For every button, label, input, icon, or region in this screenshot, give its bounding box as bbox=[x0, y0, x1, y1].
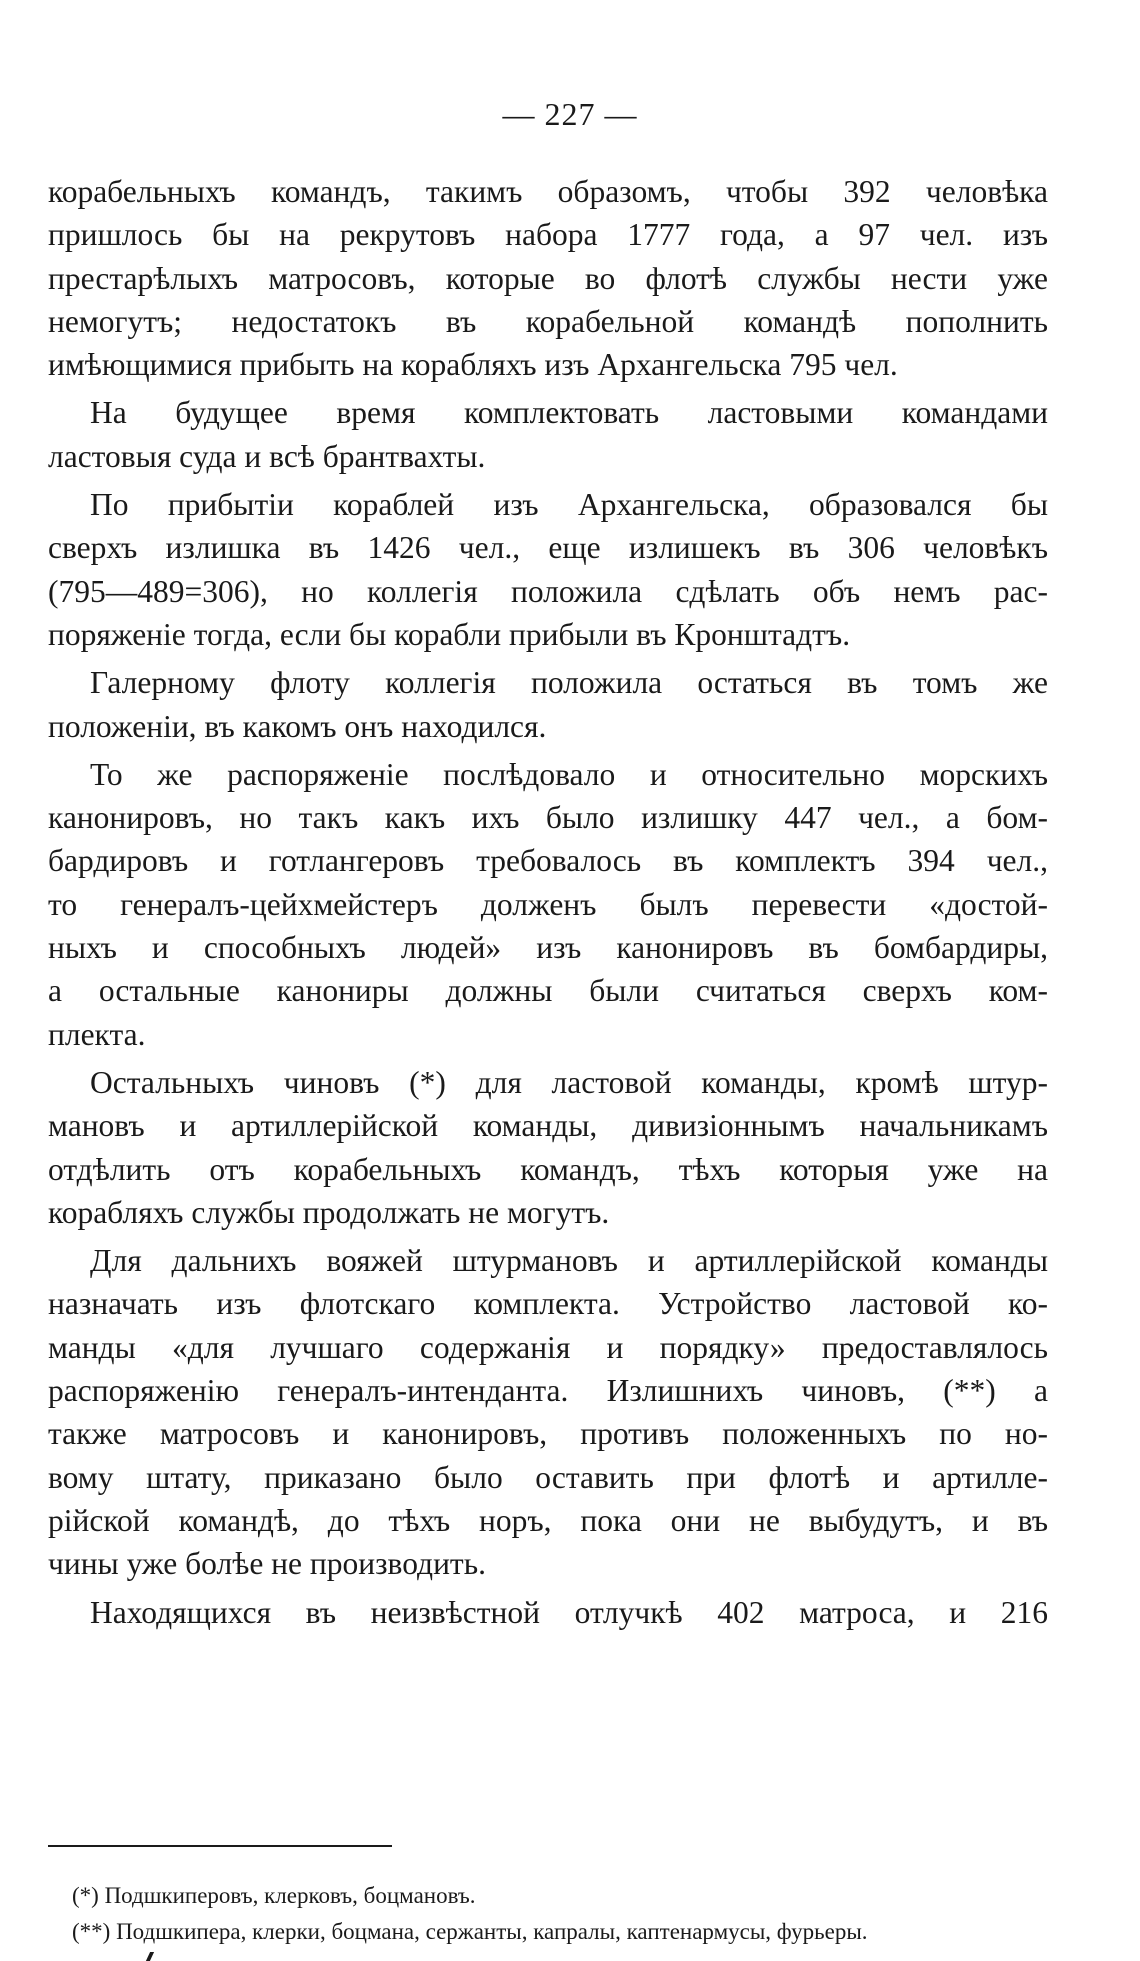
text-line: сверхъ излишка въ 1426 чел., еще излишекъ въ 306 человѣкъ bbox=[48, 530, 1048, 566]
text-line: Галерному флоту коллегія положила остаться въ томъ же bbox=[90, 665, 1048, 701]
ink-mark bbox=[146, 1952, 154, 1961]
text-line: корабляхъ службы продолжать не могутъ. bbox=[48, 1194, 610, 1230]
footnote-2: (**) Подшкипера, клерки, боцмана, сержанты, капралы, каптенармусы, фурьеры. bbox=[72, 1919, 868, 1944]
text-line: канонировъ, но такъ какъ ихъ было излишку 447 чел., а бом- bbox=[48, 800, 1048, 836]
text-line: рійской командѣ, до тѣхъ норъ, пока они не выбудутъ, и въ bbox=[48, 1502, 1048, 1538]
text-line: немогутъ; недостатокъ въ корабельной командѣ пополнить bbox=[48, 303, 1048, 339]
text-line: манды «для лучшаго содержанія и порядку» предоставлялось bbox=[48, 1329, 1048, 1365]
paragraph bbox=[48, 1061, 1048, 1234]
text-line: а остальные канониры должны были считаться сверхъ ком- bbox=[48, 973, 1048, 1009]
paragraph bbox=[48, 753, 1048, 1056]
text-line: поряженіе тогда, если бы корабли прибыли въ Кронштадтъ. bbox=[48, 616, 851, 652]
text-line: то генералъ-цейхмейстеръ долженъ былъ перевести «достой- bbox=[48, 886, 1048, 922]
text-line: распоряженію генералъ-интенданта. Излишнихъ чиновъ, (**) а bbox=[48, 1373, 1048, 1409]
text-line: Для дальнихъ вояжей штурмановъ и артиллерійской команды bbox=[90, 1243, 1048, 1279]
paragraph bbox=[48, 391, 1048, 478]
text-line: (795—489=306), но коллегія положила сдѣлать объ немъ рас- bbox=[48, 573, 1048, 609]
text-line: На будущее время комплектовать ластовыми командами bbox=[90, 395, 1048, 431]
footnote-divider bbox=[48, 1845, 392, 1847]
text-line: ныхъ и способныхъ людей» изъ канонировъ въ бомбардиры, bbox=[48, 930, 1048, 966]
text-line: пришлось бы на рекрутовъ набора 1777 года, а 97 чел. изъ bbox=[48, 217, 1048, 253]
text-line: назначать изъ флотскаго комплекта. Устройство ластовой ко- bbox=[48, 1286, 1048, 1322]
paragraph bbox=[48, 170, 1048, 386]
text-line: положеніи, въ какомъ онъ находился. bbox=[48, 708, 547, 744]
page-number: — 227 — bbox=[502, 96, 638, 132]
text-line: также матросовъ и канонировъ, противъ положенныхъ по но- bbox=[48, 1416, 1048, 1452]
text-line: мановъ и артиллерійской команды, дивизіоннымъ начальникамъ bbox=[48, 1108, 1048, 1144]
text-line: плекта. bbox=[48, 1016, 146, 1052]
paragraph bbox=[48, 1239, 1048, 1585]
text-line: отдѣлить отъ корабельныхъ командъ, тѣхъ которыя уже на bbox=[48, 1151, 1048, 1187]
footnote-1: (*) Подшкиперовъ, клерковъ, боцмановъ. bbox=[72, 1883, 476, 1908]
body-text bbox=[48, 170, 1048, 1639]
text-line: чины уже болѣе не производить. bbox=[48, 1546, 486, 1582]
text-line: престарѣлыхъ матросовъ, которые во флотѣ службы нести уже bbox=[48, 260, 1048, 296]
text-line: Остальныхъ чиновъ (*) для ластовой команды, кромѣ штур- bbox=[90, 1064, 1048, 1100]
text-line: корабельныхъ командъ, такимъ образомъ, чтобы 392 человѣка bbox=[48, 174, 1048, 209]
paragraph bbox=[48, 483, 1048, 656]
text-line: имѣющимися прибыть на корабляхъ изъ Архангельска 795 чел. bbox=[48, 347, 898, 383]
text-line: По прибытіи кораблей изъ Архангельска, образовался бы bbox=[90, 487, 1048, 523]
text-line: бардировъ и готлангеровъ требовалось въ комплектъ 394 чел., bbox=[48, 843, 1048, 879]
footnotes bbox=[72, 1878, 1048, 1950]
text-line: ластовыя суда и всѣ брантвахты. bbox=[48, 438, 486, 474]
text-line: То же распоряженіе послѣдовало и относительно морскихъ bbox=[90, 756, 1048, 792]
paragraph bbox=[48, 661, 1048, 748]
paragraph bbox=[48, 1591, 1048, 1634]
text-line: Находящихся въ неизвѣстной отлучкѣ 402 матроса, и 216 bbox=[90, 1594, 1048, 1630]
text-line: вому штату, приказано было оставить при флотѣ и артилле- bbox=[48, 1459, 1048, 1495]
